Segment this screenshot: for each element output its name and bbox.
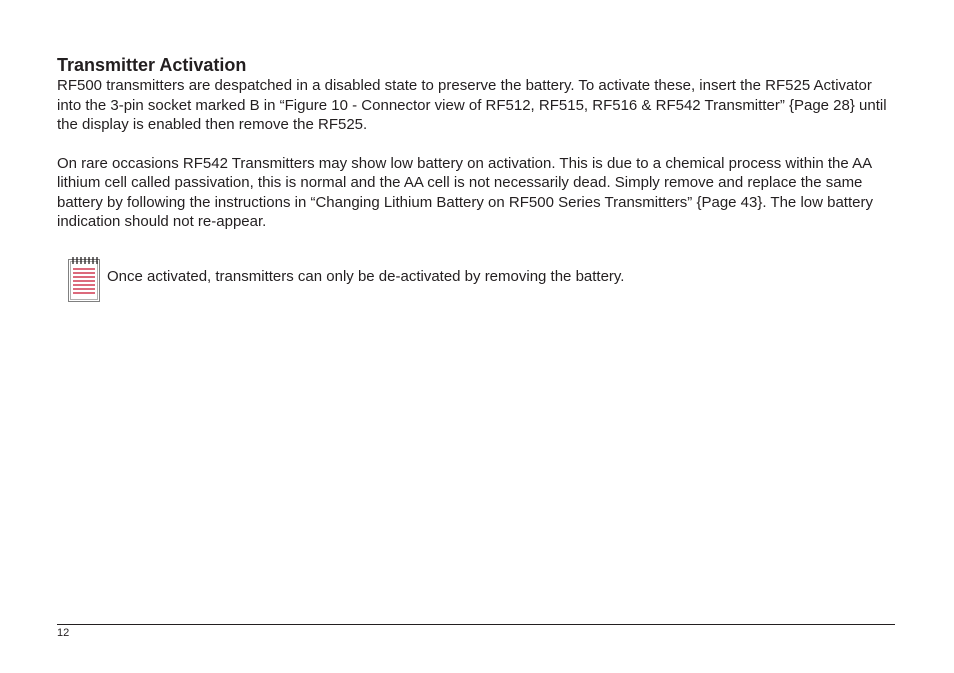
footer-divider — [57, 624, 895, 625]
paragraph-activation: RF500 transmitters are despatched in a disabled state to preserve the battery. To activate these, insert the RF525 Activator into the 3-pin socket marked B in “Figure 10 - Connector view of RF512, RF515, RF516 & RF542 Transmitter” {Page 28} until the display is enabled then remove the RF525. — [57, 77, 887, 133]
notepad-icon — [68, 256, 100, 302]
page-number: 12 — [57, 627, 70, 639]
paragraph-passivation: On rare occasions RF542 Transmitters may show low battery on activation. This is due to a chemical process within the AA lithium cell called passivation, this is normal and the AA cell is not necessarily dead. Simply remove and replace the same battery by following the instructions in “Changing Lithium Battery on RF500 Series Transmitters” {Page 43}. The low battery indication should not re-appear. — [57, 154, 873, 230]
note-callout — [68, 256, 624, 302]
section-content — [57, 54, 892, 232]
section-heading: Transmitter Activation — [57, 55, 247, 75]
note-text: Once activated, transmitters can only be de-activated by removing the battery. — [107, 268, 625, 285]
